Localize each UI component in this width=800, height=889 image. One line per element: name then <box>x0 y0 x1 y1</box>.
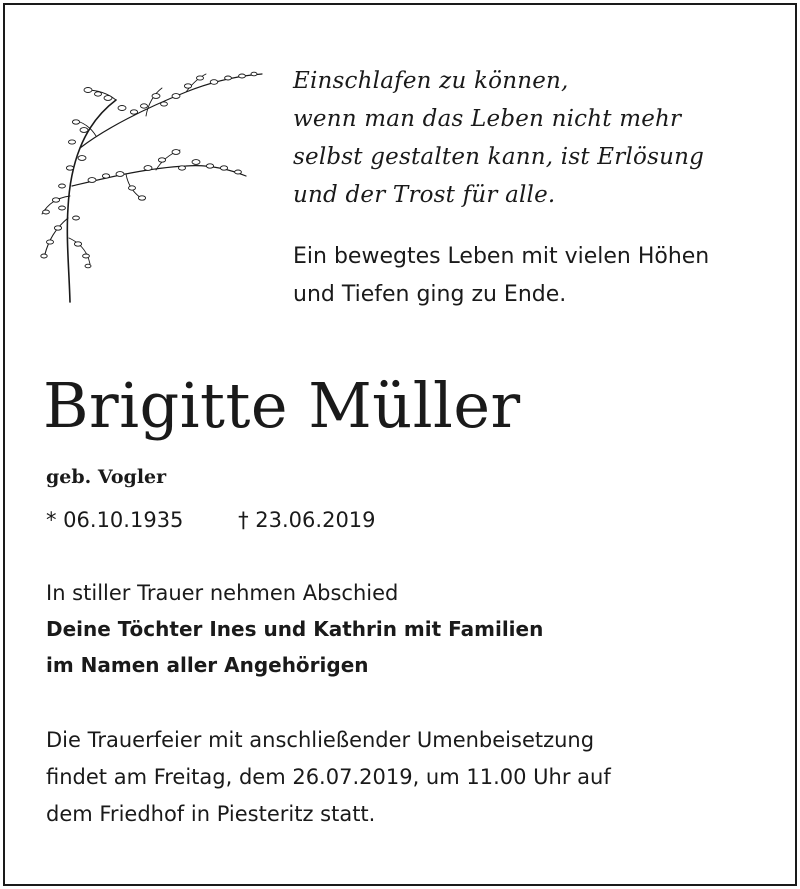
life-statement <box>293 238 709 314</box>
poem-verse <box>293 62 704 214</box>
birth-date: * 06.10.1935 <box>46 508 184 532</box>
branch-illustration-icon <box>36 68 268 304</box>
poem-line: wenn man das Leben nicht mehr <box>293 106 682 132</box>
service-line: dem Friedhof in Piesteritz statt. <box>46 802 376 826</box>
mourners-relatives: im Namen aller Angehörigen <box>46 653 369 677</box>
poem-line: Einschlafen zu können, <box>293 68 569 94</box>
mourners-block <box>46 575 543 683</box>
mourners-intro: In stiller Trauer nehmen Abschied <box>46 581 399 605</box>
deceased-name: Brigitte Müller <box>43 369 521 442</box>
poem-line: und der Trost für alle. <box>293 182 556 208</box>
mourners-family: Deine Töchter Ines und Kathrin mit Familien <box>46 617 544 641</box>
life-line: Ein bewegtes Leben mit vielen Höhen <box>293 244 710 269</box>
life-line: und Tiefen ging zu Ende. <box>293 282 567 307</box>
life-dates <box>46 504 376 536</box>
poem-line: selbst gestalten kann, ist Erlösung <box>293 144 705 170</box>
service-info <box>46 722 611 833</box>
death-date: † 23.06.2019 <box>238 508 376 532</box>
birth-name: geb. Vogler <box>46 466 167 488</box>
service-line: findet am Freitag, dem 26.07.2019, um 11.00 Uhr auf <box>46 765 611 789</box>
service-line: Die Trauerfeier mit anschließender Umenbeisetzung <box>46 728 595 752</box>
